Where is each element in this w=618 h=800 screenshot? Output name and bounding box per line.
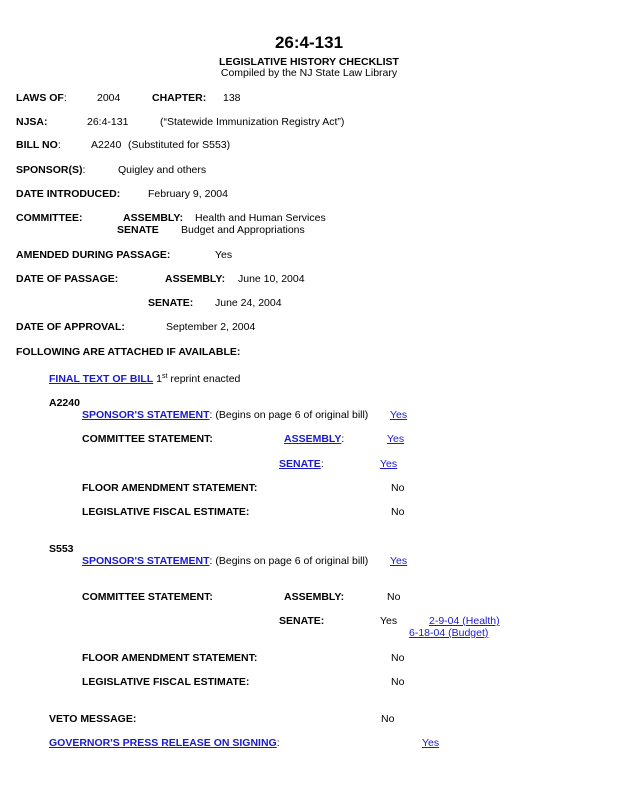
a2240-fiscal-label: LEGISLATIVE FISCAL ESTIMATE: — [82, 506, 250, 518]
s553-fiscal-value: No — [391, 676, 405, 688]
a2240-sponsor-yes-link[interactable]: Yes — [390, 409, 408, 421]
a2240-senate-row: SENATE: — [279, 458, 324, 470]
veto-label: VETO MESSAGE: — [49, 713, 137, 725]
a2240-fiscal-value: No — [391, 506, 405, 518]
s553-floor-value: No — [391, 652, 405, 664]
a2240-label: A2240 — [49, 397, 80, 409]
bill-no-label: BILL NO: — [16, 139, 61, 151]
s553-senate-label: SENATE: — [279, 615, 325, 627]
passage-assembly-label: ASSEMBLY: — [165, 273, 226, 285]
s553-floor-label: FLOOR AMENDMENT STATEMENT: — [82, 652, 258, 664]
date-introduced-label: DATE INTRODUCED: — [16, 188, 121, 200]
passage-senate-label: SENATE: — [148, 297, 194, 309]
passage-assembly-value: June 10, 2004 — [238, 273, 305, 285]
final-text-row — [49, 373, 240, 385]
date-of-approval-value: September 2, 2004 — [166, 321, 256, 333]
s553-sponsor-link[interactable]: SPONSOR'S STATEMENT — [82, 555, 210, 567]
reprint-note: reprint enacted — [167, 373, 241, 385]
bill-no-value: A2240 — [91, 139, 122, 151]
laws-of-value: 2004 — [97, 92, 121, 104]
s553-senate-health-link[interactable]: 2-9-04 (Health) — [429, 615, 500, 627]
date-of-approval-label: DATE OF APPROVAL: — [16, 321, 125, 333]
laws-of-label: LAWS OF: — [16, 92, 67, 104]
s553-assembly-value: No — [387, 591, 401, 603]
s553-senate-value: Yes — [380, 615, 398, 627]
a2240-senate-yes-link[interactable]: Yes — [380, 458, 398, 470]
amended-value: Yes — [215, 249, 233, 261]
s553-label: S553 — [49, 543, 74, 555]
a2240-senate-link[interactable]: SENATE — [279, 458, 321, 470]
s553-sponsor-note: : (Begins on page 6 of original bill) — [209, 555, 369, 567]
chapter-value: 138 — [223, 92, 241, 104]
governor-press-release-link[interactable]: GOVERNOR'S PRESS RELEASE ON SIGNING — [49, 737, 277, 749]
checklist-subtitle: LEGISLATIVE HISTORY CHECKLIST — [219, 56, 399, 68]
a2240-sponsor-note: : (Begins on page 6 of original bill) — [209, 409, 369, 421]
s553-assembly-label: ASSEMBLY: — [284, 591, 345, 603]
a2240-floor-label: FLOOR AMENDMENT STATEMENT: — [82, 482, 258, 494]
attached-heading: FOLLOWING ARE ATTACHED IF AVAILABLE: — [16, 346, 241, 358]
committee-assembly-label: ASSEMBLY: — [123, 212, 184, 224]
governor-row: GOVERNOR'S PRESS RELEASE ON SIGNING: — [49, 737, 280, 749]
act-name: (“Statewide Immunization Registry Act”) — [160, 116, 345, 128]
s553-fiscal-label: LEGISLATIVE FISCAL ESTIMATE: — [82, 676, 250, 688]
a2240-assembly-link[interactable]: ASSEMBLY — [284, 433, 342, 445]
final-text-link[interactable]: FINAL TEXT OF BILL — [49, 373, 154, 385]
a2240-sponsor-row — [82, 409, 368, 421]
compiled-by: Compiled by the NJ State Law Library — [220, 67, 398, 79]
reprint-ordinal: st — [161, 373, 168, 380]
committee-label: COMMITTEE: — [16, 212, 83, 224]
committee-senate-value: Budget and Appropriations — [181, 224, 305, 236]
s553-sponsor-row — [82, 555, 368, 567]
s553-committee-label: COMMITTEE STATEMENT: — [82, 591, 213, 603]
date-of-passage-label: DATE OF PASSAGE: — [16, 273, 119, 285]
bill-no-note: (Substituted for S553) — [128, 139, 231, 151]
chapter-label: CHAPTER: — [152, 92, 207, 104]
njsa-value: 26:4-131 — [87, 116, 129, 128]
veto-value: No — [381, 713, 395, 725]
sponsors-label: SPONSOR(S): — [16, 164, 86, 176]
committee-senate-label: SENATE — [117, 224, 159, 236]
passage-senate-value: June 24, 2004 — [215, 297, 282, 309]
governor-yes-link[interactable]: Yes — [422, 737, 440, 749]
a2240-committee-label: COMMITTEE STATEMENT: — [82, 433, 213, 445]
date-introduced-value: February 9, 2004 — [148, 188, 228, 200]
a2240-assembly-yes-link[interactable]: Yes — [387, 433, 405, 445]
amended-label: AMENDED DURING PASSAGE: — [16, 249, 171, 261]
page-title: 26:4-131 — [274, 33, 344, 52]
a2240-sponsor-link[interactable]: SPONSOR'S STATEMENT — [82, 409, 210, 421]
s553-senate-budget-link[interactable]: 6-18-04 (Budget) — [409, 627, 489, 639]
s553-sponsor-yes-link[interactable]: Yes — [390, 555, 408, 567]
a2240-floor-value: No — [391, 482, 405, 494]
a2240-assembly-row: ASSEMBLY: — [284, 433, 345, 445]
njsa-label: NJSA: — [16, 116, 48, 128]
committee-assembly-value: Health and Human Services — [195, 212, 326, 224]
reprint-number: 1 — [156, 373, 162, 385]
sponsors-value: Quigley and others — [118, 164, 207, 176]
